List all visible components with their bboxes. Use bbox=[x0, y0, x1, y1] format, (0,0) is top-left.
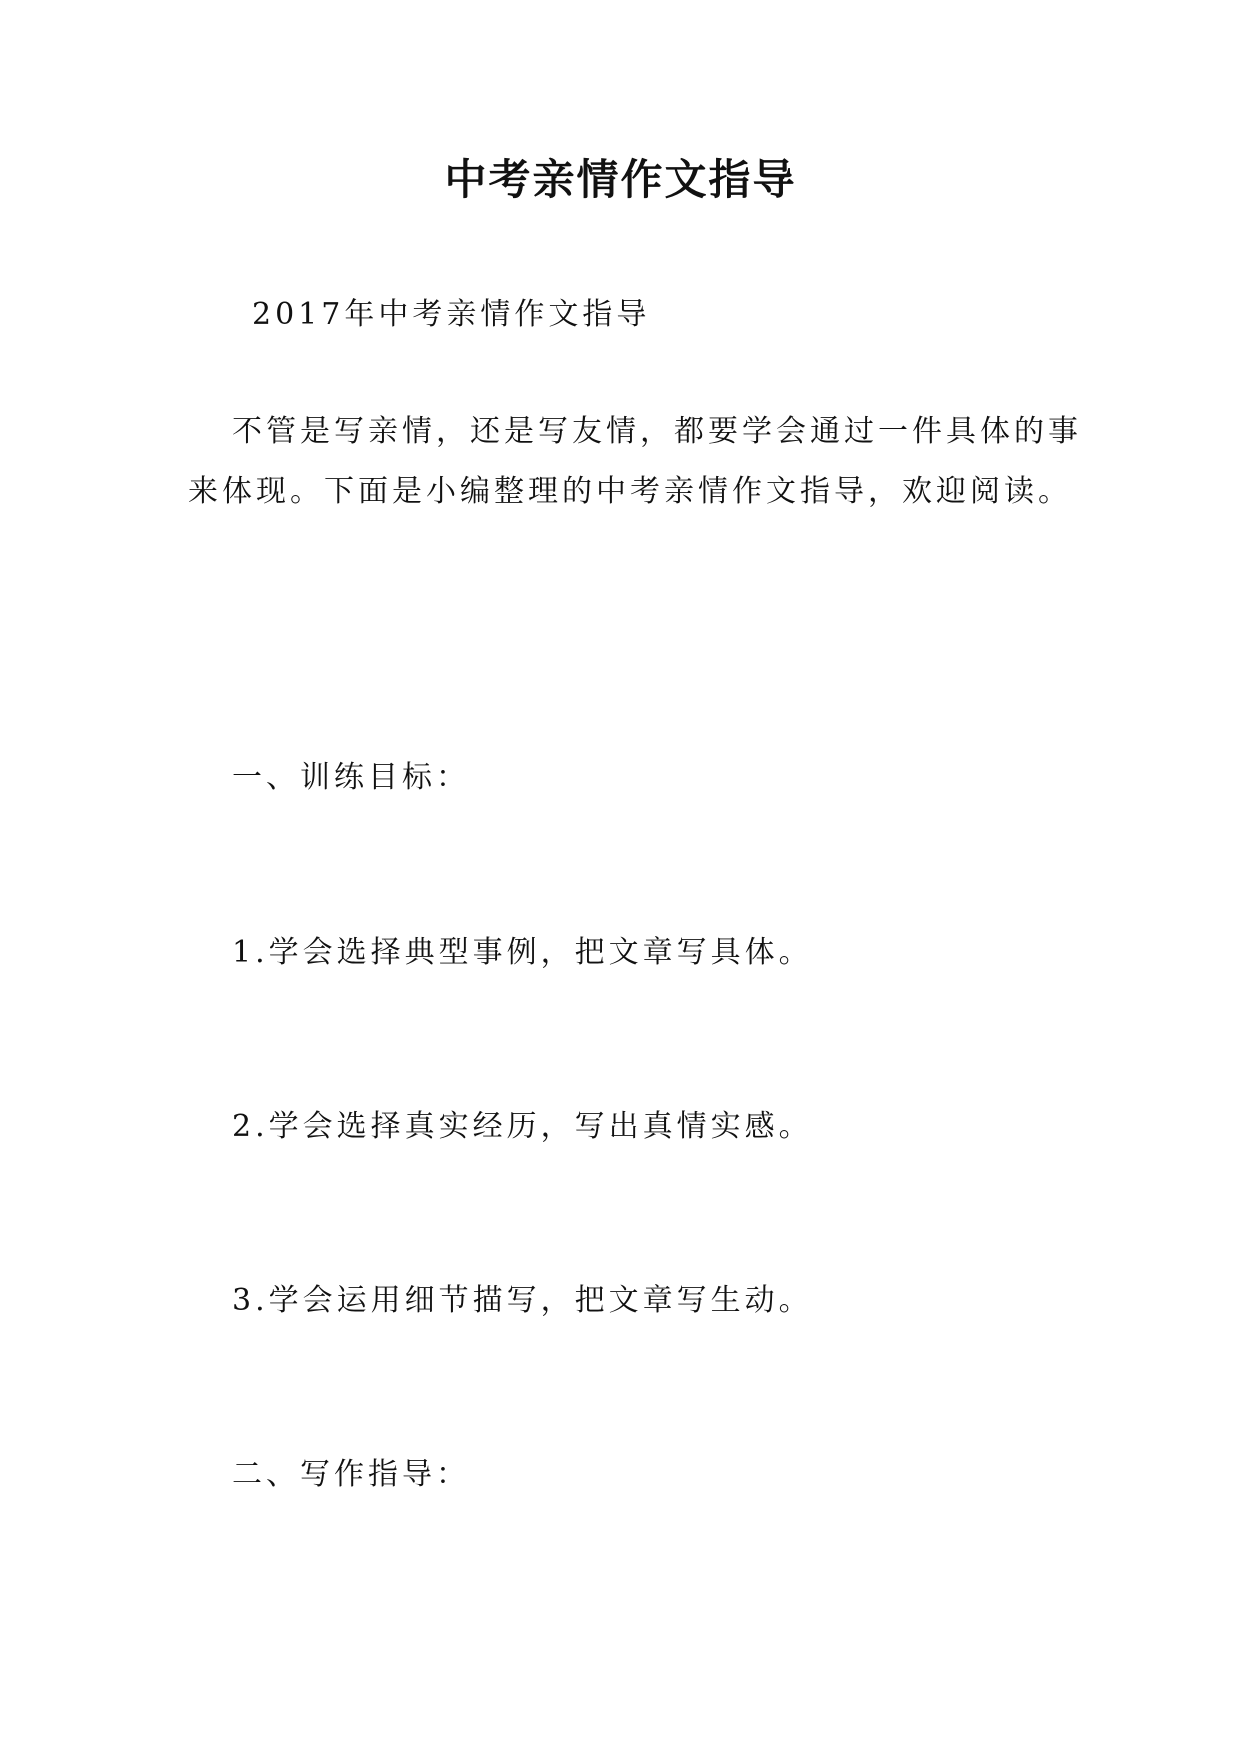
goal-item-2: 2.学会选择真实经历，写出真情实感。 bbox=[232, 1109, 813, 1144]
goal-item-1: 1.学会选择典型事例，把文章写具体。 bbox=[232, 935, 813, 970]
document-subtitle: 2017年中考亲情作文指导 bbox=[252, 297, 651, 332]
section-heading-training-goals: 一、训练目标： bbox=[232, 760, 470, 795]
goal-item-3: 3.学会运用细节描写，把文章写生动。 bbox=[232, 1283, 813, 1318]
section-heading-writing-guide: 二、写作指导： bbox=[232, 1457, 470, 1492]
document-title: 中考亲情作文指导 bbox=[444, 155, 797, 204]
intro-line-2: 来体现。下面是小编整理的中考亲情作文指导，欢迎阅读。 bbox=[188, 474, 1072, 509]
intro-line-1: 不管是写亲情，还是写友情，都要学会通过一件具体的事 bbox=[232, 414, 1082, 449]
